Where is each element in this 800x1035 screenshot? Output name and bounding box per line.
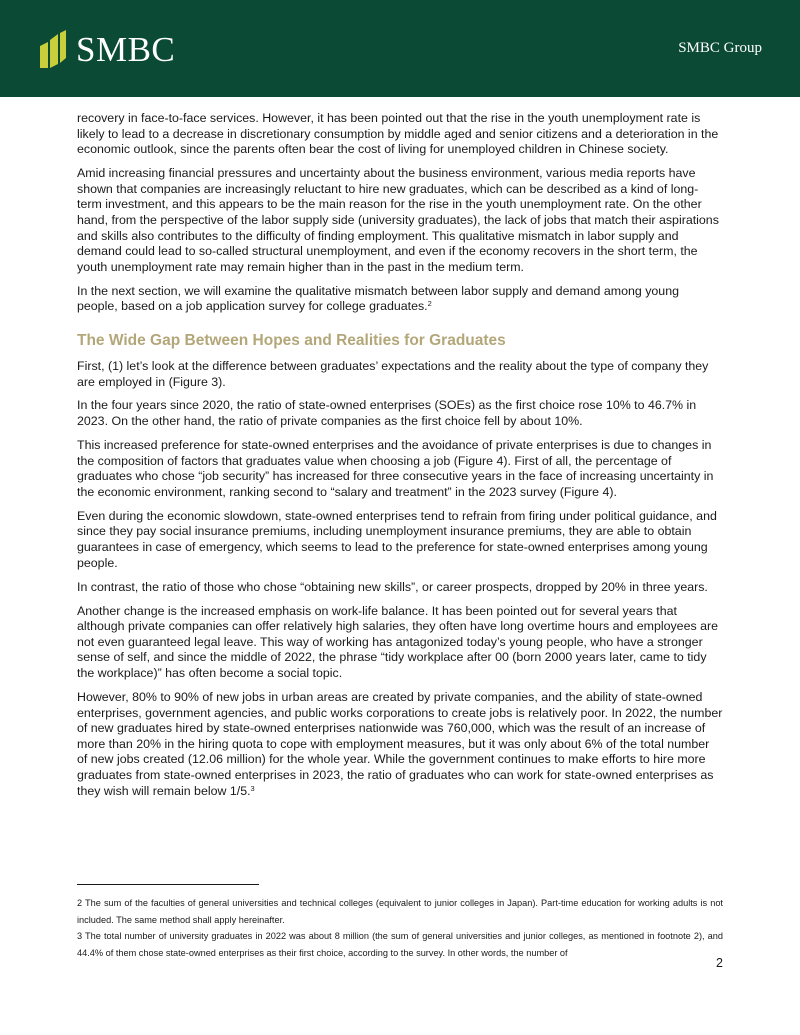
page-number: 2 xyxy=(716,956,723,970)
footnote-ref-3[interactable]: 3 xyxy=(250,783,255,793)
footnote-3: 3 The total number of university graduates in 2022 was about 8 million (the sum of general universities and junior colleges, as mentioned in footnote 2), and 44.4% of them chose state-owned enterprises as their first choice, according to the survey. In other words, the number of xyxy=(77,931,723,958)
paragraph-new-jobs-text: However, 80% to 90% of new jobs in urban areas are created by private companies, and the ability of state-owned enterprises, government agencies, and public works corporations to create jobs is relatively poor. In 2022, the number of new graduates hired by state-owned enterprises nationwide was 760,000, which was the result of an increase of more than 20% in the hiring quota to cope with employment measures, but it was only about 6% of the total number of new jobs created (12.06 million) for the whole year. While the government continues to make efforts to hire more graduates from state-owned enterprises in 2023, the ratio of graduates who can work for state-owned enterprises as they wish will remain below 1/5. xyxy=(77,689,723,798)
page-header xyxy=(0,0,800,97)
section-heading: The Wide Gap Between Hopes and Realities for Graduates xyxy=(77,331,506,349)
paragraph-work-life: Another change is the increased emphasis on work-life balance. It has been pointed out for several years that although private companies can offer relatively high salaries, they often have long overtime hours and employees are not even guaranteed legal leave. This way of working has antagonized today’s young people, who have a stronger sense of self, and since the middle of 2022, the phrase “tidy workplace after 00 (born 2000 years later, came to tidy the workplace)” has often become a social topic. xyxy=(77,603,719,680)
paragraph-next-section-text: In the next section, we will examine the qualitative mismatch between labor supply and demand among young people, based on a job application survey for college graduates. xyxy=(77,283,679,314)
paragraph-first-look: First, (1) let’s look at the difference between graduates’ expectations and the reality about the type of company they are employed in (Figure 3). xyxy=(77,358,709,389)
footnotes xyxy=(77,895,723,961)
footnote-2: 2 The sum of the faculties of general universities and technical colleges (equivalent to junior colleges in Japan). Part-time education for working adults is not included. The same method shall apply hereinafter. xyxy=(77,898,723,925)
paragraph-preference: This increased preference for state-owned enterprises and the avoidance of private enterprises is due to changes in the composition of factors that graduates value when choosing a job (Figure 4). First of all, the percentage of graduates who chose “job security” has increased for three consecutive years in the face of increasing uncertainty in the economic environment, ranking second to “salary and treatment” in the 2023 survey (Figure 4). xyxy=(77,438,714,499)
paragraph-slowdown: Even during the economic slowdown, state-owned enterprises tend to refrain from firing under political guidance, and since they pay social insurance premiums, including unemployment insurance premiums, they are able to obtain guarantees in case of emergency, which seems to lead to the preference for state-owned enterprises among young people. xyxy=(77,508,717,570)
smbc-logo xyxy=(38,30,175,70)
footnote-ref-2[interactable]: 2 xyxy=(427,299,432,309)
paragraph-financial-pressures: Amid increasing financial pressures and uncertainty about the business environment, various media reports have shown that companies are increasingly reluctant to hire new graduates, which can be described as a kind of long-term investment, and this appears to be the main reason for the rise in the youth unemployment rate. On the other hand, from the perspective of the labor supply side (university graduates), the lack of jobs that match their aspirations and skills also contributes to the difficulty of finding employment. This qualitative mismatch in labor supply and demand could lead to so-called structural unemployment, and even if the economy recovers in the short term, the youth unemployment rate may remain higher than in the past in the medium term. xyxy=(77,166,719,274)
paragraph-new-skills: In contrast, the ratio of those who chose “obtaining new skills”, or career prospects, dropped by 20% in three years. xyxy=(77,579,708,594)
paragraph-recovery: recovery in face-to-face services. However, it has been pointed out that the rise in the youth unemployment rate is likely to lead to a decrease in discretionary consumption by middle aged and senior citizens and a deterioration in the economic outlook, since the parents often bear the cost of living for unemployed children in Chinese society. xyxy=(77,111,719,157)
paragraph-next-section xyxy=(77,284,723,315)
paragraph-soe-ratio: In the four years since 2020, the ratio of state-owned enterprises (SOEs) as the first choice rose 10% to 46.7% in 2023. On the other hand, the ratio of private companies as the first choice fell by about 10%. xyxy=(77,398,697,429)
logo-wordmark: SMBC xyxy=(76,30,176,69)
group-label: SMBC Group xyxy=(678,40,762,56)
footnote-divider xyxy=(77,884,259,885)
smbc-leaf-icon xyxy=(38,30,68,70)
paragraph-new-jobs xyxy=(77,690,723,799)
main-content xyxy=(77,111,723,807)
